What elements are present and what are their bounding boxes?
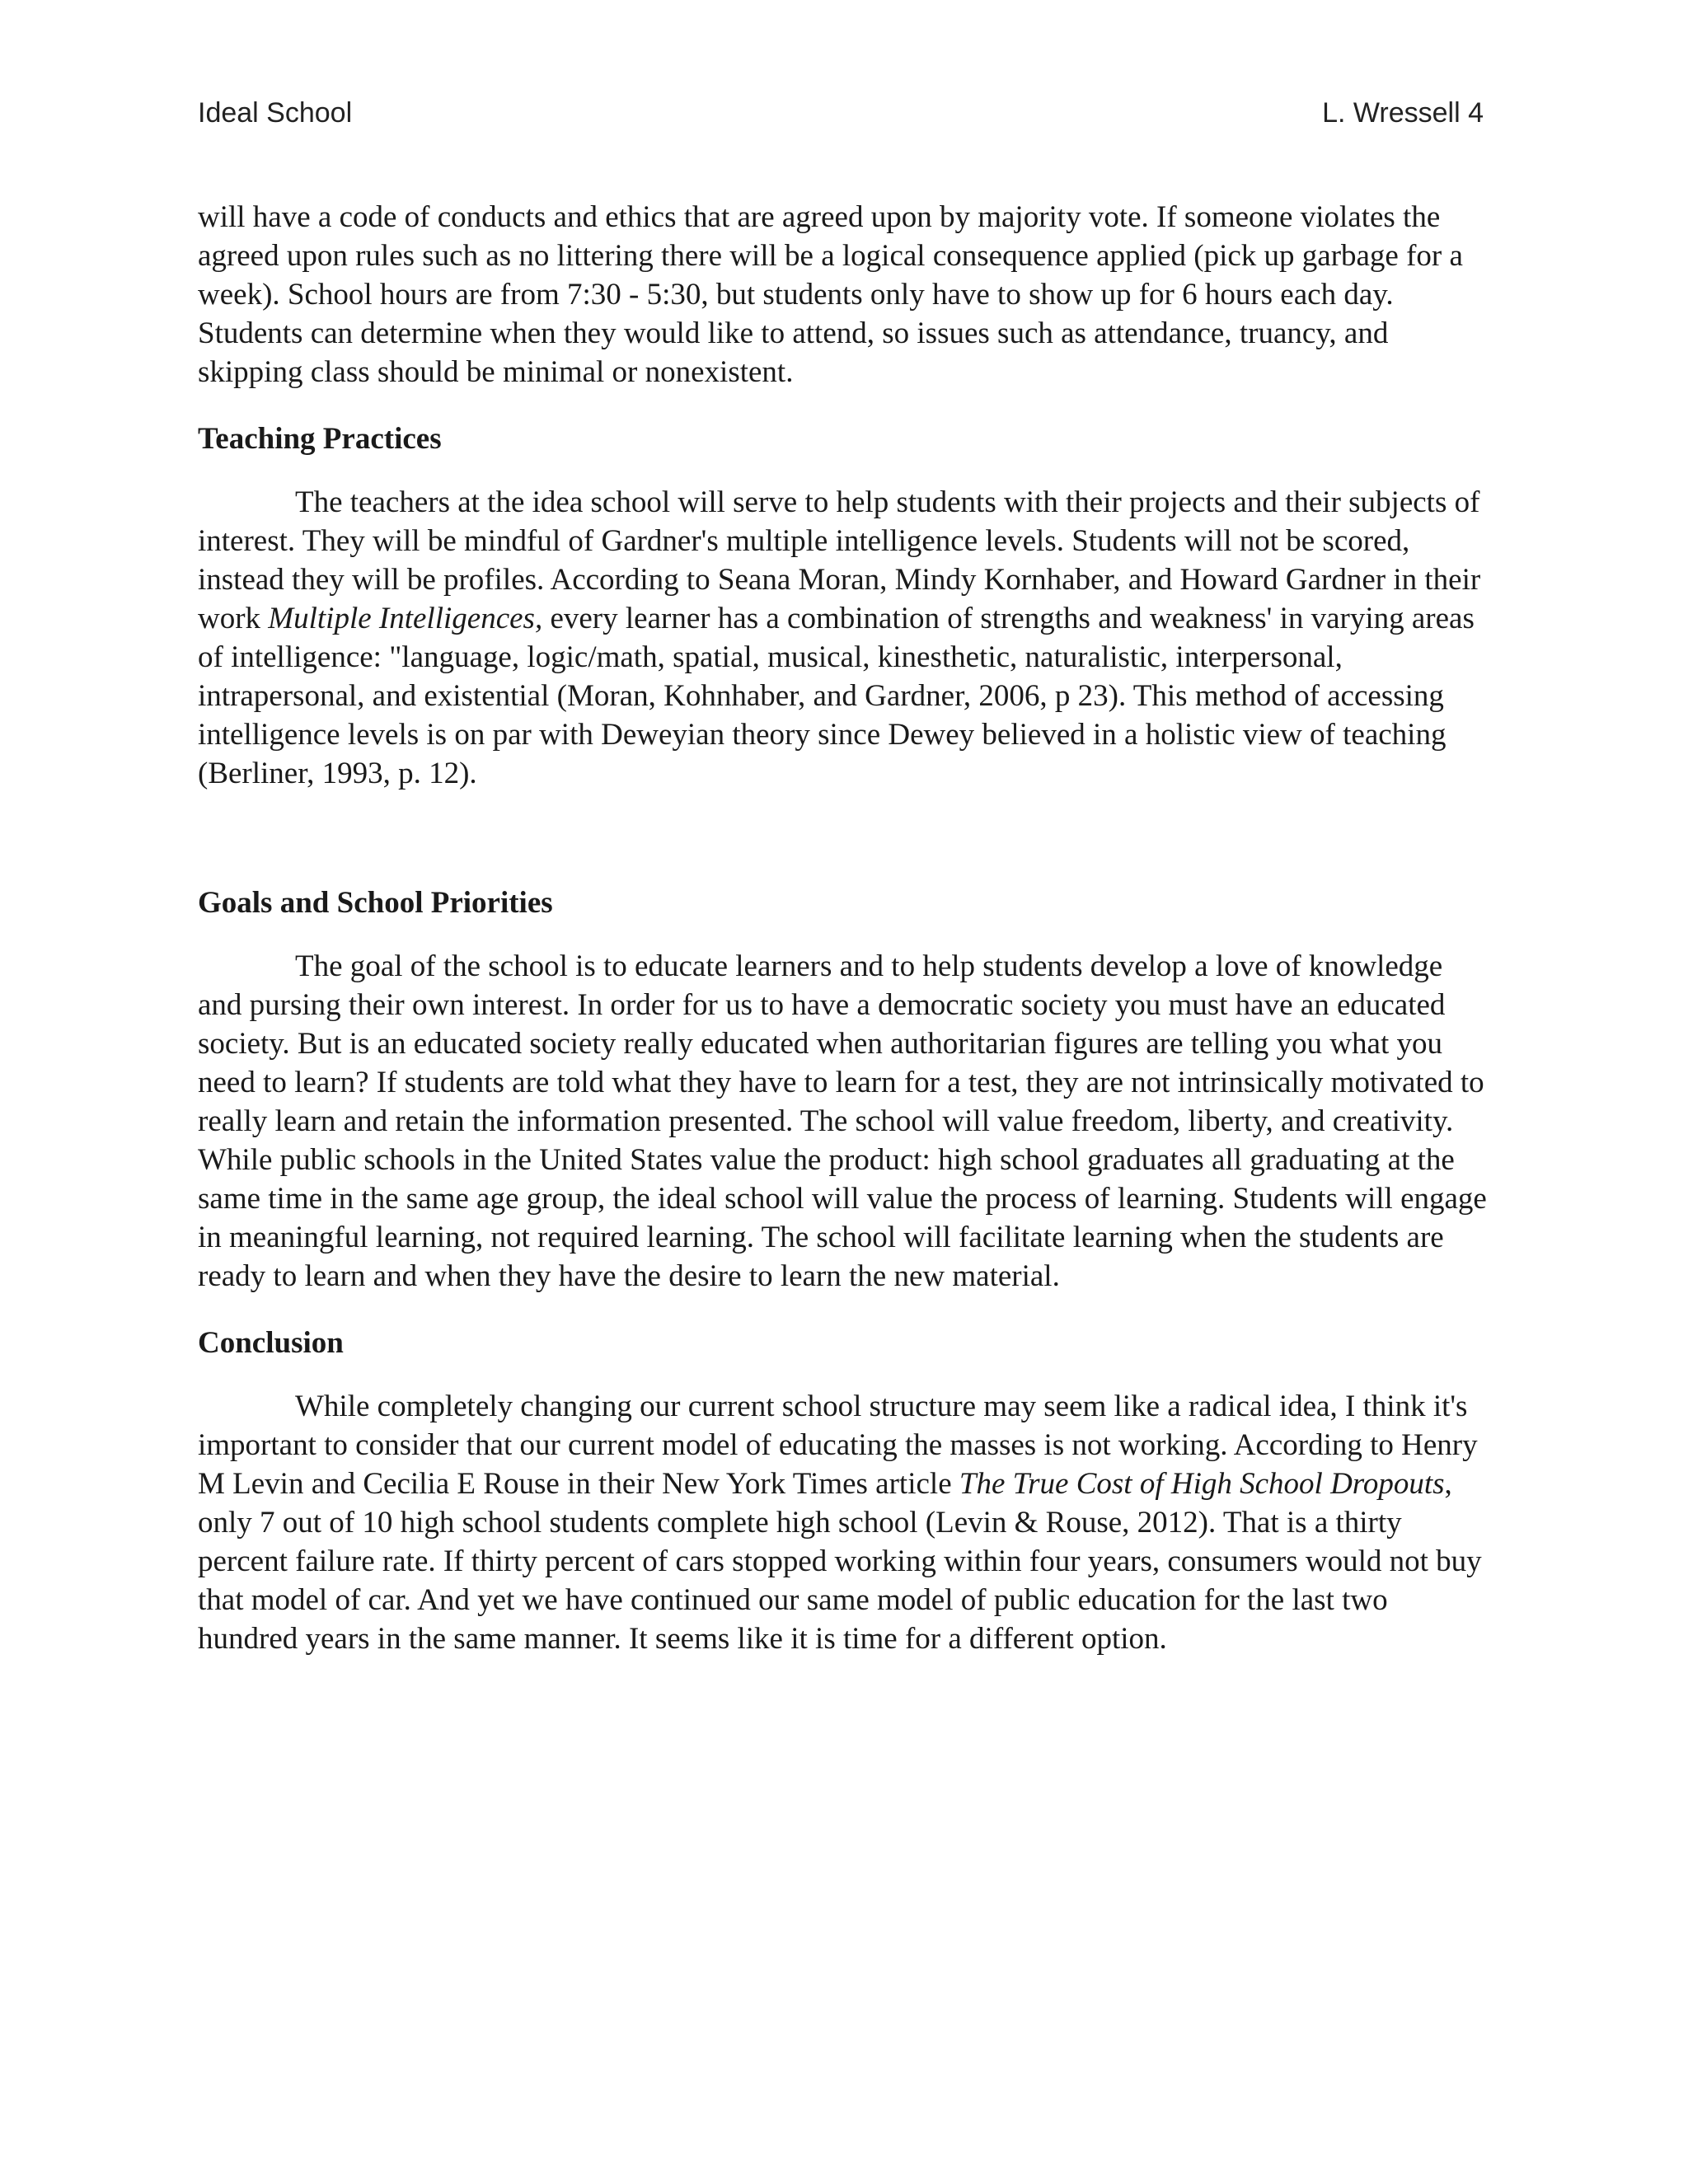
heading-teaching-practices: Teaching Practices <box>198 422 442 456</box>
heading-goals: Goals and School Priorities <box>198 886 553 920</box>
header-author-page: L. Wressell 4 <box>1322 97 1484 129</box>
conclusion-paragraph <box>198 1387 1488 1658</box>
teaching-text-2: every learner has a combination of strengths and weakness' in varying areas of intelligence: "language, logic/math, spatial, musical, kinesthetic, naturalistic, interpersonal, intrapersonal, and existential (Moran, Kohnhaber, and Gardner, 2006, p 23). This method of accessing intelligence levels is on par with Deweyian theory since Dewey believed in a holistic view of teaching (Berliner, 1993, p. 12). <box>198 602 1475 790</box>
teaching-paragraph <box>198 483 1488 793</box>
page-header <box>198 97 1484 138</box>
conclusion-text-1: While completely changing our current school structure may seem like a radical idea, I think it's important to consider that our current model of educating the masses is not working. According to Henry M Levin and Cecilia E Rouse in their New York Times article <box>198 1390 1478 1501</box>
heading-conclusion: Conclusion <box>198 1326 344 1360</box>
conclusion-text-2: , only 7 out of 10 high school students complete high school (Levin & Rouse, 2012). That is a thirty percent failure rate. If thirty percent of cars stopped working within four years, consumers would not buy that model of car. And yet we have continued our same model of public education for the last two hundred years in the same manner. It seems like it is time for a different option. <box>198 1467 1482 1656</box>
header-title: Ideal School <box>198 97 353 129</box>
intro-paragraph: will have a code of conducts and ethics that are agreed upon by majority vote. If someone violates the agreed upon rules such as no littering there will be a logical consequence applied (pick up garbage for a week). School hours are from 7:30 - 5:30, but students only have to show up for 6 hours each day. Students can determine when they would like to attend, so issues such as attendance, truancy, and skipping class should be minimal or nonexistent. <box>198 200 1463 389</box>
conclusion-article-title: The True Cost of High School Dropouts <box>959 1467 1445 1501</box>
goals-paragraph: The goal of the school is to educate learners and to help students develop a love of knowledge and pursing their own interest. In order for us to have a democratic society you must have an educated society. But is an educated society really educated when authoritarian figures are telling you what you need to learn? If students are told what they have to learn for a test, they are not intrinsically motivated to really learn and retain the information presented. The school will value freedom, liberty, and creativity. While public schools in the United States value the product: high school graduates all graduating at the same time in the same age group, the ideal school will value the process of learning. Students will engage in meaningful learning, not required learning. The school will facilitate learning when the students are ready to learn and when they have the desire to learn the new material. <box>198 949 1487 1293</box>
teaching-book-title: Multiple Intelligences, <box>268 602 543 635</box>
document-body <box>198 198 1488 1658</box>
teaching-text-1: The teachers at the idea school will serve to help students with their projects and their subjects of interest. They will be mindful of Gardner's multiple intelligence levels. Students will not be scored, instead they will be profiles. According to Seana Moran, Mindy Kornhaber, and Howard Gardner in their work <box>198 485 1481 635</box>
